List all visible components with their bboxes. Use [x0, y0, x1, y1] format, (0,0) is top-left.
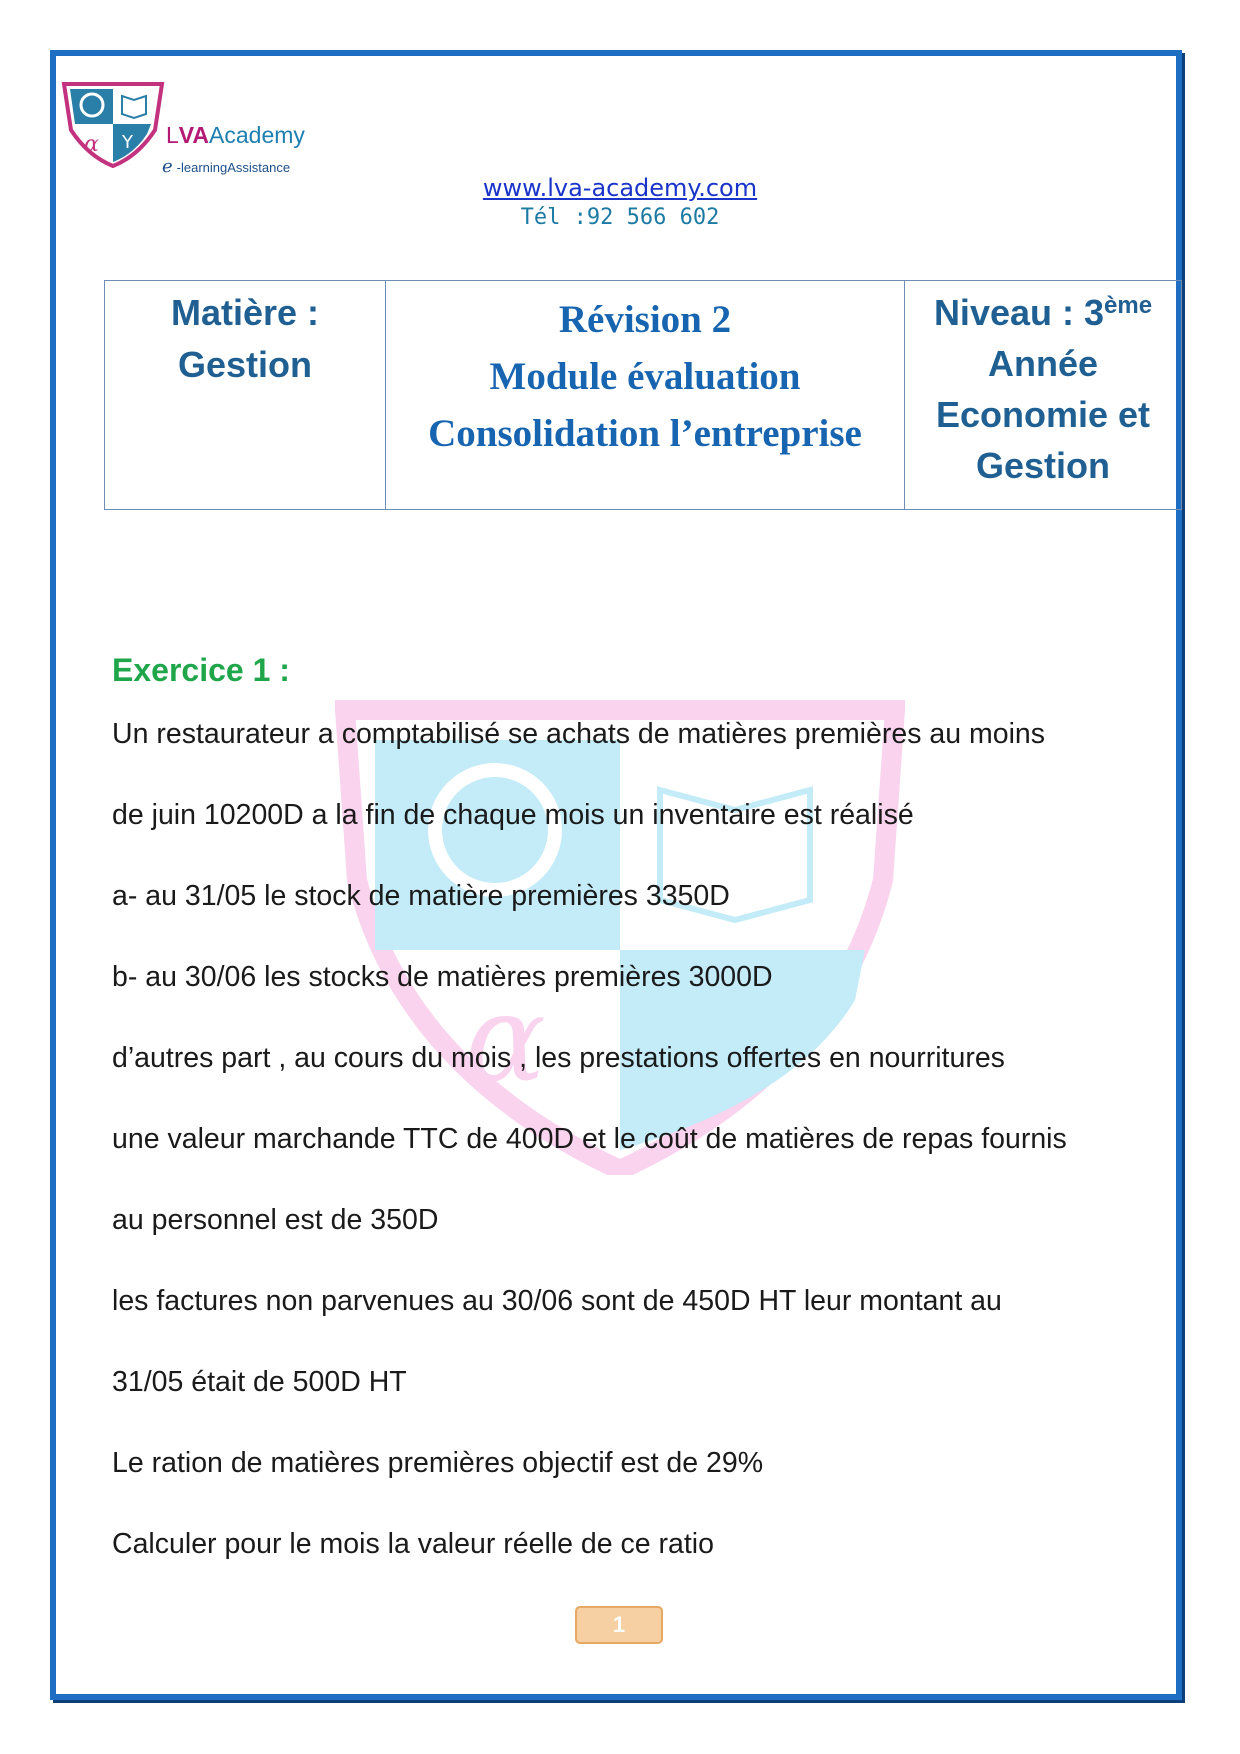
level-year: Année — [987, 343, 1099, 384]
exercise-line: une valeur marchande TTC de 400D et le coût de matières de repas fournis — [112, 1123, 1067, 1155]
exercise-line: d’autres part , au cours du mois , les prestations offertes en nourritures — [112, 1042, 1005, 1074]
exercise-line: b- au 30/06 les stocks de matières premières 3000D — [112, 961, 773, 993]
exercise-line: au personnel est de 350D — [112, 1204, 439, 1236]
level-label — [906, 287, 1180, 338]
svg-text:Y: Y — [122, 132, 133, 153]
brand-va: VA — [178, 122, 210, 148]
subject-cell — [105, 281, 386, 510]
exercise-line: de juin 10200D a la fin de chaque mois un inventaire est réalisé — [112, 799, 914, 831]
website-link[interactable]: www.lva-academy.com — [482, 174, 758, 202]
exercise-line: 31/05 était de 500D HT — [112, 1366, 407, 1398]
exercise-line: a- au 31/05 le stock de matière premières 3350D — [112, 880, 730, 912]
level-section-2: Gestion — [975, 445, 1110, 486]
exercise-line: Calculer pour le mois la valeur réelle de ce ratio — [112, 1528, 714, 1560]
brand-e-letter: e — [162, 156, 173, 177]
consolidation-title: Consolidation l’entreprise — [428, 412, 862, 455]
level-section-1: Economie et — [935, 394, 1151, 435]
level-prefix: Niveau : 3 — [933, 292, 1105, 333]
page-number-badge: 1 — [575, 1606, 663, 1644]
brand-l: L — [166, 122, 179, 148]
subject-label: Matière : — [170, 292, 320, 333]
brand-subtitle-text: -learningAssistance — [176, 160, 291, 175]
brand-name — [166, 122, 305, 149]
lva-shield-logo-icon — [58, 78, 168, 170]
phone-number: Tél :92 566 602 — [520, 205, 720, 230]
exercise-line: Un restaurateur a comptabilisé se achats de matières premières au moins — [112, 718, 1046, 750]
title-cell — [386, 281, 905, 510]
brand-academy: Academy — [209, 122, 305, 148]
subject-value: Gestion — [177, 344, 312, 385]
svg-text:α: α — [84, 132, 99, 157]
svg-text:α: α — [465, 970, 547, 1109]
info-table — [104, 280, 1182, 510]
revision-title: Révision 2 — [558, 298, 732, 341]
level-superscript: ème — [1104, 292, 1153, 319]
exercise-line: les factures non parvenues au 30/06 sont de 450D HT leur montant au — [112, 1285, 1002, 1317]
exercise-title: Exercice 1 : — [112, 652, 290, 688]
level-cell — [905, 281, 1182, 510]
module-title: Module évaluation — [489, 355, 801, 398]
exercise-body — [112, 714, 1132, 1605]
exercise-line: Le ration de matières premières objectif est de 29% — [112, 1447, 764, 1479]
